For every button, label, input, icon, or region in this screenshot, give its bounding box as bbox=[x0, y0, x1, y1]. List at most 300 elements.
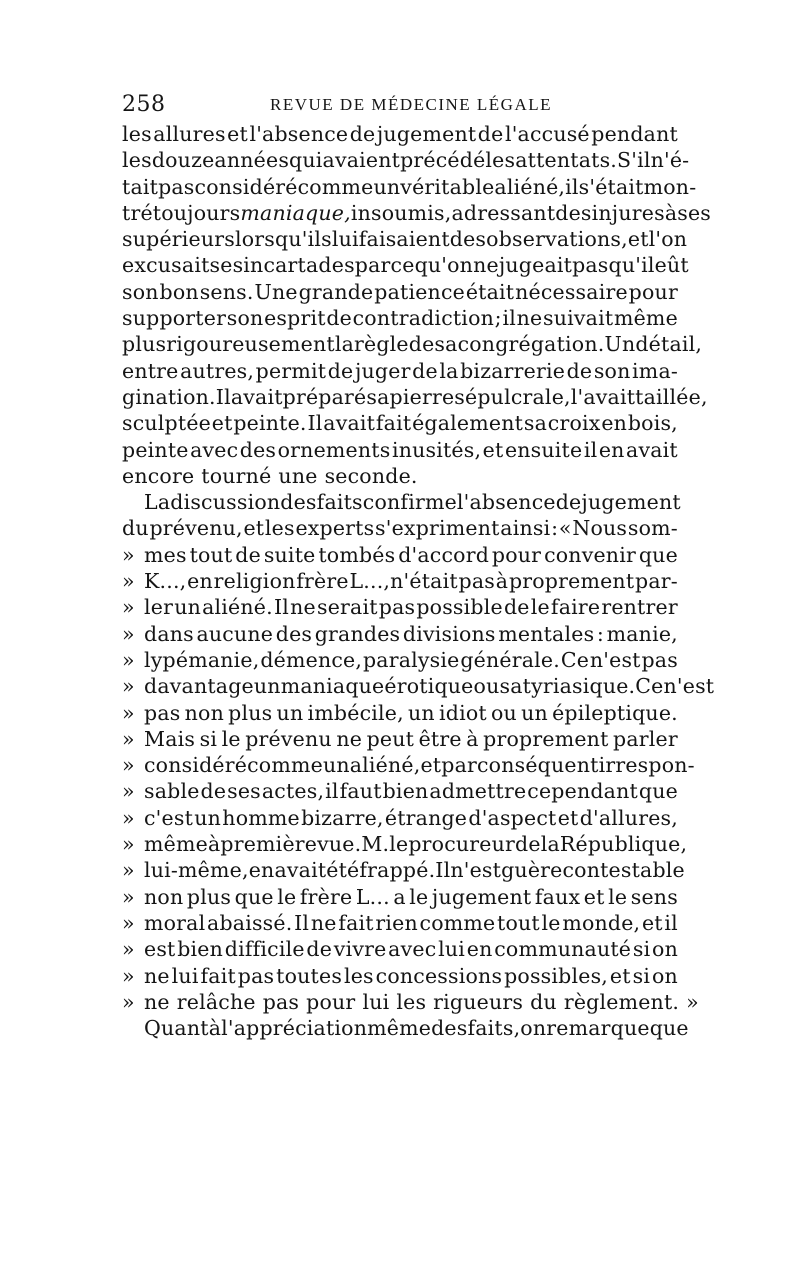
word: « bbox=[558, 516, 572, 541]
word: Il bbox=[294, 910, 310, 935]
word: de bbox=[477, 122, 504, 146]
word: ses bbox=[209, 253, 244, 278]
word: Mais bbox=[144, 726, 196, 751]
word: érotique bbox=[384, 674, 474, 699]
word: et bbox=[211, 411, 233, 436]
word: du bbox=[122, 516, 149, 541]
word: comme bbox=[247, 753, 323, 778]
word: irrespon- bbox=[598, 753, 695, 778]
word: plus bbox=[186, 884, 232, 909]
word: d'allures, bbox=[579, 805, 678, 830]
word: lui-même, bbox=[144, 858, 249, 883]
word: fait bbox=[375, 411, 412, 436]
word: la bbox=[334, 332, 355, 357]
text-line bbox=[122, 358, 678, 384]
word: sa bbox=[366, 384, 390, 409]
quote-line-content bbox=[144, 700, 678, 726]
word: permit bbox=[255, 358, 327, 383]
word: le bbox=[541, 910, 561, 935]
word: mes bbox=[144, 542, 187, 567]
word: K..., bbox=[144, 569, 187, 594]
word: tombés bbox=[318, 542, 396, 567]
word: bois, bbox=[627, 411, 678, 436]
word: rigueurs bbox=[433, 989, 524, 1014]
word: n'est bbox=[450, 858, 502, 883]
word: si bbox=[199, 726, 218, 751]
word: douze bbox=[151, 148, 215, 173]
word: avec bbox=[388, 937, 437, 962]
word: faux bbox=[534, 884, 581, 909]
word: les bbox=[264, 516, 295, 541]
word: lypémanie, bbox=[144, 647, 260, 672]
word: mon- bbox=[643, 174, 697, 199]
quote-line bbox=[122, 936, 678, 962]
word: contradiction bbox=[352, 306, 495, 331]
quote-line bbox=[122, 805, 678, 831]
word: de bbox=[306, 937, 333, 962]
word: procureur bbox=[408, 832, 516, 857]
word: qu'il bbox=[608, 253, 655, 278]
word: de bbox=[566, 358, 593, 383]
word: on bbox=[520, 1016, 547, 1041]
word: et bbox=[641, 910, 663, 935]
word: règle bbox=[354, 332, 409, 357]
word: épileptique. bbox=[552, 700, 678, 725]
word: il bbox=[664, 910, 678, 935]
word: et bbox=[583, 884, 605, 909]
word: d'accord bbox=[398, 542, 490, 567]
word: de bbox=[200, 779, 227, 804]
word: des bbox=[280, 490, 317, 515]
word: fait bbox=[200, 963, 236, 988]
word: cependant bbox=[527, 779, 638, 804]
quote-line-content bbox=[144, 752, 695, 778]
word: confirme bbox=[362, 490, 457, 515]
word: pour bbox=[628, 279, 678, 304]
word: adressant bbox=[451, 200, 556, 225]
quote-line bbox=[122, 910, 678, 936]
word: précédé bbox=[400, 148, 486, 173]
quote-mark: » bbox=[122, 910, 135, 935]
text-line bbox=[122, 437, 678, 463]
word: toujours bbox=[152, 200, 241, 225]
word: en bbox=[248, 858, 275, 883]
word: lorsqu'ils bbox=[235, 227, 332, 252]
word: taillée, bbox=[635, 384, 708, 409]
quote-line-content bbox=[144, 831, 687, 857]
word: des bbox=[449, 227, 487, 252]
word: n'est bbox=[589, 647, 641, 672]
word: l'avait bbox=[570, 384, 636, 409]
word: Il bbox=[307, 411, 323, 436]
word: le bbox=[530, 595, 550, 620]
word: des bbox=[239, 437, 277, 462]
word: les bbox=[122, 148, 152, 173]
word: peut bbox=[366, 726, 415, 751]
word: allures bbox=[153, 122, 226, 146]
quote-line-content bbox=[144, 884, 678, 910]
text-line bbox=[122, 279, 678, 305]
word: parler bbox=[613, 726, 678, 751]
quote-mark: » bbox=[122, 884, 135, 909]
word: communauté bbox=[494, 937, 632, 962]
word: possible bbox=[416, 595, 503, 620]
text-line bbox=[122, 384, 708, 410]
text-line bbox=[122, 252, 689, 278]
word: que bbox=[638, 779, 678, 804]
text-line bbox=[122, 410, 678, 436]
quote-mark: » bbox=[122, 621, 135, 646]
word: les bbox=[485, 148, 516, 173]
word: : bbox=[596, 621, 605, 646]
word: seconde. bbox=[324, 463, 418, 488]
word: frère bbox=[299, 884, 353, 909]
word: homme bbox=[222, 805, 300, 830]
quote-line bbox=[122, 647, 678, 673]
word: faut bbox=[339, 779, 382, 804]
word: injures bbox=[591, 200, 665, 225]
word: croix bbox=[547, 411, 601, 436]
word: l'absence bbox=[456, 490, 556, 515]
quote-line-content bbox=[144, 805, 678, 831]
word: d'aspect bbox=[468, 805, 557, 830]
word: considéré bbox=[144, 753, 248, 778]
word: pendant bbox=[591, 122, 678, 146]
quote-line-content bbox=[144, 647, 678, 673]
word: été bbox=[326, 858, 360, 883]
word: attentats. bbox=[515, 148, 618, 173]
word: le bbox=[409, 884, 429, 909]
word: grande bbox=[298, 279, 374, 304]
quote-line bbox=[122, 700, 678, 726]
word: de bbox=[555, 490, 582, 515]
word: une bbox=[278, 463, 318, 488]
quote-mark: » bbox=[122, 805, 135, 830]
quote-line bbox=[122, 778, 678, 804]
word: peinte bbox=[122, 437, 189, 462]
word: sa bbox=[523, 411, 547, 436]
word: et bbox=[420, 753, 442, 778]
word: pour bbox=[306, 989, 356, 1014]
word: du bbox=[530, 989, 557, 1014]
quote-line bbox=[122, 568, 678, 594]
word: s'expriment bbox=[375, 516, 500, 541]
quote-mark: » bbox=[122, 779, 135, 804]
word: tré bbox=[122, 200, 153, 225]
quote-line bbox=[122, 857, 685, 883]
quote-line bbox=[122, 884, 678, 910]
word: maniaque, bbox=[240, 200, 351, 225]
word: son bbox=[122, 279, 159, 304]
word: suite bbox=[263, 542, 316, 567]
word: bizarrerie bbox=[460, 358, 566, 383]
word: divisions bbox=[402, 621, 496, 646]
word: aliéné, bbox=[494, 174, 566, 199]
word: la bbox=[540, 832, 560, 857]
word: ne bbox=[473, 253, 499, 278]
word: excusait bbox=[122, 253, 210, 278]
quote-mark: » bbox=[122, 674, 135, 699]
word: à bbox=[208, 1016, 222, 1041]
word: aliéné. bbox=[202, 595, 273, 620]
word: Une bbox=[254, 279, 298, 304]
word: discussion bbox=[170, 490, 281, 515]
word: pas bbox=[572, 253, 609, 278]
word: avait bbox=[274, 858, 327, 883]
word: La bbox=[144, 490, 171, 515]
word: M. bbox=[361, 832, 390, 857]
word: et bbox=[627, 227, 649, 252]
word: à bbox=[664, 200, 678, 225]
word: prévenu, bbox=[149, 516, 243, 541]
word: et bbox=[609, 963, 631, 988]
quote-line-content bbox=[144, 857, 685, 883]
word: avait bbox=[230, 384, 283, 409]
text-line bbox=[122, 200, 712, 226]
word: pierre bbox=[389, 384, 455, 409]
quote-mark: » bbox=[122, 963, 135, 988]
word: rentrer bbox=[601, 595, 678, 620]
text-line bbox=[122, 463, 678, 489]
word: davantage bbox=[144, 674, 254, 699]
word: qui bbox=[289, 148, 323, 173]
word: un bbox=[276, 700, 304, 725]
word: mentales bbox=[498, 621, 595, 646]
quote-line-content bbox=[144, 673, 714, 699]
quote-mark: » bbox=[122, 700, 135, 725]
word: parce bbox=[354, 253, 415, 278]
word: Ce bbox=[635, 674, 664, 699]
word: comme bbox=[297, 174, 374, 199]
word: des bbox=[431, 1016, 468, 1041]
body-text bbox=[122, 121, 715, 1041]
word: on bbox=[652, 963, 678, 988]
word: de bbox=[515, 832, 541, 857]
word: il bbox=[583, 437, 598, 462]
word: ses bbox=[677, 200, 712, 225]
word: pas bbox=[641, 647, 678, 672]
word: entre bbox=[122, 358, 179, 383]
word: idiot bbox=[438, 700, 487, 725]
text-line bbox=[122, 174, 697, 200]
word: de bbox=[503, 595, 530, 620]
word: monde, bbox=[562, 910, 641, 935]
word: son bbox=[226, 306, 264, 331]
word: s'était bbox=[578, 174, 644, 199]
word: eût bbox=[654, 253, 689, 278]
word: abaissé. bbox=[207, 910, 293, 935]
word: à bbox=[466, 726, 479, 751]
word: que bbox=[638, 542, 678, 567]
word: guère bbox=[501, 858, 563, 883]
word: dans bbox=[144, 621, 194, 646]
word: serait bbox=[316, 595, 378, 620]
word: peinte. bbox=[233, 411, 307, 436]
word: Un bbox=[604, 332, 636, 357]
word: admettre bbox=[429, 779, 527, 804]
quote-mark: » bbox=[122, 595, 135, 620]
quote-mark: » bbox=[122, 858, 135, 883]
quote-line-content bbox=[144, 568, 678, 594]
word: vivre bbox=[333, 937, 387, 962]
word: S'il bbox=[617, 148, 651, 173]
word: faits, bbox=[467, 1016, 521, 1041]
word: insoumis, bbox=[350, 200, 452, 225]
quote-line-content bbox=[144, 621, 678, 647]
word: même bbox=[613, 306, 678, 331]
word: nécessaire bbox=[515, 279, 628, 304]
quote-line bbox=[122, 831, 688, 857]
word: pas bbox=[262, 989, 300, 1014]
word: jugement bbox=[581, 490, 681, 515]
word: pas bbox=[378, 595, 416, 620]
word: non bbox=[144, 884, 184, 909]
word: des bbox=[555, 200, 592, 225]
word: l'appréciation bbox=[221, 1016, 368, 1041]
word: un bbox=[373, 174, 401, 199]
word: L... bbox=[355, 884, 390, 909]
word: possibles, bbox=[504, 963, 609, 988]
word: un bbox=[521, 700, 548, 725]
word: pas bbox=[144, 700, 181, 725]
word: ainsi bbox=[500, 516, 551, 541]
word: à bbox=[495, 569, 509, 594]
word: fait bbox=[338, 910, 374, 935]
text-line bbox=[122, 226, 688, 252]
word: années bbox=[214, 148, 290, 173]
word: » bbox=[686, 989, 699, 1014]
word: convenir bbox=[544, 542, 636, 567]
word: avait bbox=[323, 411, 376, 436]
word: ler bbox=[144, 595, 174, 620]
word: de bbox=[408, 332, 435, 357]
word: rien bbox=[375, 910, 418, 935]
word: manie, bbox=[606, 621, 678, 646]
quote-line-content bbox=[144, 542, 678, 568]
word: détail, bbox=[635, 332, 703, 357]
word: juger bbox=[354, 358, 411, 383]
quote-line bbox=[122, 726, 678, 752]
word: plus bbox=[228, 700, 273, 725]
word: sépulcrale, bbox=[454, 384, 571, 409]
word: a bbox=[393, 884, 406, 909]
word: il bbox=[325, 779, 339, 804]
quote-line-content bbox=[144, 963, 678, 989]
word: Il bbox=[273, 595, 290, 620]
word: remarque bbox=[546, 1016, 650, 1041]
word: encore bbox=[122, 463, 195, 488]
text-line bbox=[122, 147, 690, 173]
word: de bbox=[349, 122, 376, 146]
word: sens. bbox=[199, 279, 254, 304]
word: tout bbox=[189, 542, 233, 567]
quote-line-content bbox=[144, 594, 678, 620]
quote-line bbox=[122, 752, 695, 778]
word: de bbox=[326, 306, 352, 331]
word: un bbox=[322, 753, 350, 778]
word: être bbox=[418, 726, 462, 751]
word: et bbox=[227, 122, 248, 146]
word: Il bbox=[435, 858, 451, 883]
word: tourné bbox=[201, 463, 272, 488]
quote-mark: » bbox=[122, 647, 135, 672]
word: les bbox=[396, 989, 427, 1014]
word: en bbox=[187, 569, 213, 594]
quote-mark: » bbox=[122, 937, 135, 962]
word: sens bbox=[630, 884, 678, 909]
quote-mark: » bbox=[122, 753, 135, 778]
word: et bbox=[482, 437, 504, 462]
word: et bbox=[557, 805, 579, 830]
word: qu'on bbox=[414, 253, 474, 278]
word: le bbox=[608, 884, 628, 909]
word: préparé bbox=[282, 384, 367, 409]
word: rigoureusement bbox=[166, 332, 335, 357]
word: non bbox=[184, 700, 224, 725]
word: un bbox=[174, 595, 202, 620]
word: experts bbox=[295, 516, 375, 541]
word: gination. bbox=[122, 384, 216, 409]
word: faire bbox=[550, 595, 601, 620]
word: difficile bbox=[224, 937, 305, 962]
word: le bbox=[389, 832, 409, 857]
word: faisaient bbox=[358, 227, 450, 252]
word: même bbox=[144, 832, 208, 857]
word: générale. bbox=[460, 647, 560, 672]
word: pour bbox=[491, 542, 542, 567]
quote-line-content bbox=[144, 936, 678, 962]
word: observations, bbox=[486, 227, 628, 252]
word: si bbox=[632, 963, 651, 988]
text-line bbox=[122, 515, 678, 541]
word: prévenu bbox=[245, 726, 332, 751]
word: lui bbox=[438, 937, 466, 962]
word: le bbox=[277, 884, 297, 909]
word: pas bbox=[458, 569, 495, 594]
word: avaient bbox=[322, 148, 401, 173]
word: jugeait bbox=[498, 253, 573, 278]
word: en bbox=[601, 411, 628, 436]
word: patience bbox=[374, 279, 465, 304]
word: suivait bbox=[543, 306, 614, 331]
word: véritable bbox=[400, 174, 495, 199]
word: aliéné, bbox=[349, 753, 421, 778]
word: bien bbox=[382, 779, 429, 804]
text-line bbox=[122, 331, 703, 357]
word: congrégation. bbox=[457, 332, 605, 357]
word: des bbox=[275, 621, 313, 646]
text-line bbox=[122, 305, 678, 331]
word: c'est bbox=[144, 805, 194, 830]
quote-line-content bbox=[144, 726, 678, 752]
quote-line bbox=[122, 594, 678, 620]
page-number: 258 bbox=[122, 92, 166, 117]
word: il bbox=[565, 174, 579, 199]
word: l'accusé bbox=[504, 122, 590, 146]
word: l'on bbox=[648, 227, 688, 252]
quote-line-content bbox=[144, 778, 678, 804]
word: incartades bbox=[243, 253, 355, 278]
word: était bbox=[465, 279, 515, 304]
word: à bbox=[207, 832, 221, 857]
word: Quant bbox=[144, 1016, 209, 1041]
word: imbécile, bbox=[307, 700, 404, 725]
word: de bbox=[327, 358, 354, 383]
word: même bbox=[367, 1016, 432, 1041]
word: jugement bbox=[431, 884, 532, 909]
word: Ce bbox=[560, 647, 590, 672]
word: grandes bbox=[314, 621, 401, 646]
